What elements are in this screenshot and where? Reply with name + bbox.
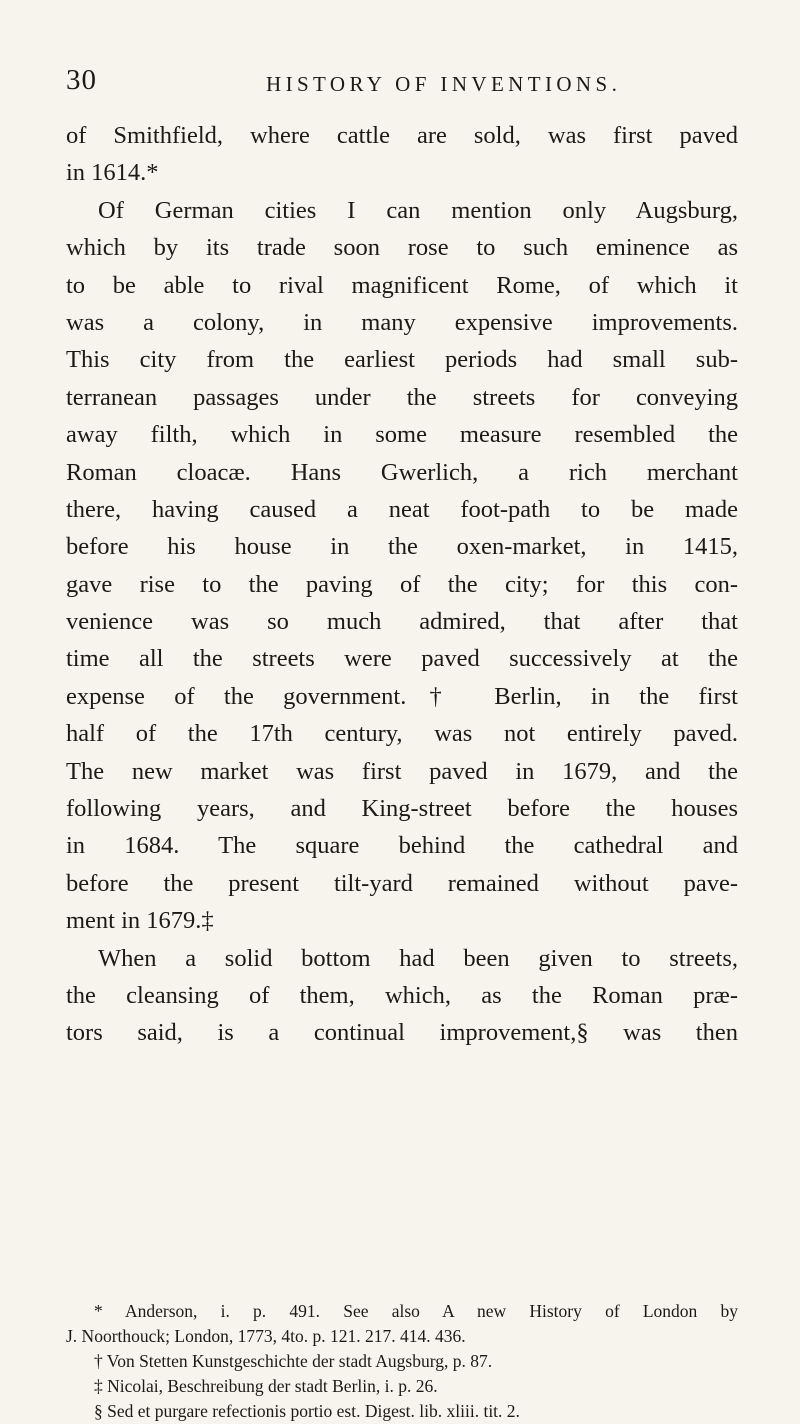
text-line: the cleansing of them, which, as the Roman præ- (66, 981, 738, 1009)
text-line: of Smithfield, where cattle are sold, was first paved (66, 122, 738, 149)
text-line: time all the streets were paved successively at the (66, 645, 738, 673)
running-title: HISTORY OF INVENTIONS. (266, 72, 622, 96)
text-line: venience was so much admired, that after that (66, 608, 738, 636)
text-line: half of the 17th century, was not entirely paved. (66, 720, 738, 748)
page-number: 30 (66, 64, 97, 96)
text-line: gave rise to the paving of the city; for this con- (66, 570, 738, 598)
text-line: was a colony, in many expensive improvements. (66, 308, 738, 336)
text-line: This city from the earliest periods had small sub- (66, 346, 738, 374)
footnote-line: § Sed et purgare refectionis portio est. Digest. lib. xliii. tit. 2. (94, 1401, 520, 1421)
text-line: to be able to rival magnificent Rome, of which it (66, 271, 738, 299)
text-line: tors said, is a continual improvement,§ was then (66, 1019, 738, 1047)
footnotes (66, 1299, 738, 1424)
text-line: When a solid bottom had been given to streets, (98, 944, 738, 972)
text-line: before the present tilt-yard remained without pave- (66, 869, 738, 897)
body-text (66, 117, 738, 1052)
footnote-line: * Anderson, i. p. 491. See also A new History of London by (94, 1301, 738, 1321)
running-head (66, 64, 734, 104)
footnote-line: J. Noorthouck; London, 1773, 4to. p. 121. 217. 414. 436. (66, 1326, 466, 1346)
text-line: in 1614.* (66, 159, 159, 187)
text-line: in 1684. The square behind the cathedral and (66, 832, 738, 860)
text-line: expense of the government.† Berlin, in the first (66, 682, 738, 710)
text-line: away filth, which in some measure resembled the (66, 421, 738, 449)
text-line: ment in 1679.‡ (66, 907, 214, 935)
text-line: following years, and King-street before the houses (66, 795, 738, 823)
text-line: before his house in the oxen-market, in 1415, (66, 533, 738, 561)
text-line: Of German cities I can mention only Augsburg, (98, 196, 738, 224)
footnote-line: † Von Stetten Kunstgeschichte der stadt Augsburg, p. 87. (94, 1351, 493, 1371)
text-line: The new market was first paved in 1679, and the (66, 757, 738, 785)
text-line: terranean passages under the streets for conveying (66, 383, 738, 411)
text-line: there, having caused a neat foot-path to be made (66, 495, 738, 523)
footnote-line: ‡ Nicolai, Beschreibung der stadt Berlin, i. p. 26. (94, 1376, 438, 1396)
text-line: which by its trade soon rose to such eminence as (66, 234, 738, 262)
text-line: Roman cloacæ. Hans Gwerlich, a rich merchant (66, 458, 738, 486)
